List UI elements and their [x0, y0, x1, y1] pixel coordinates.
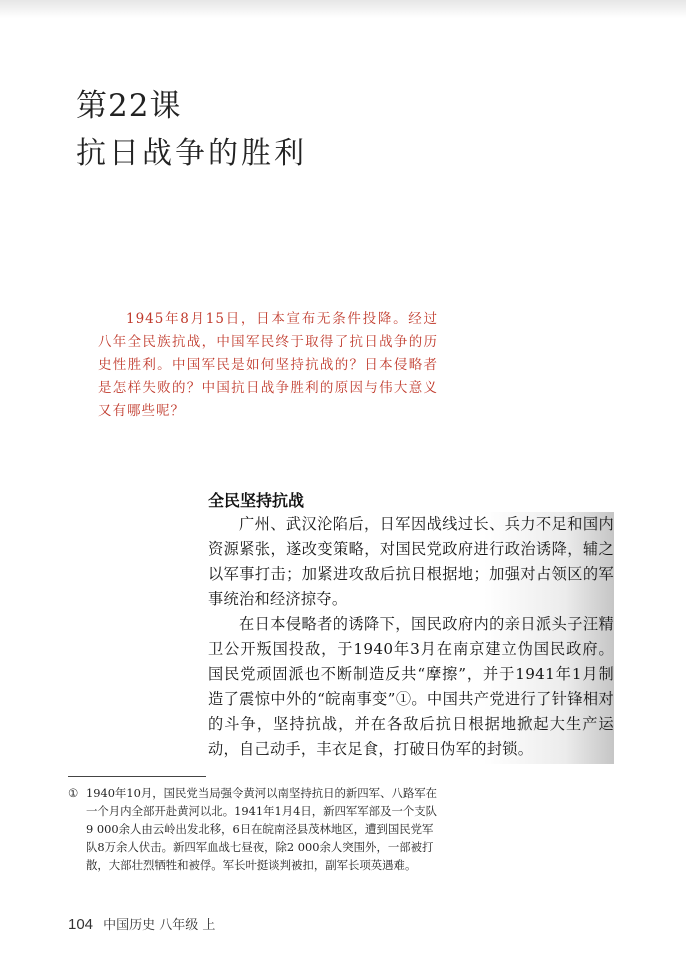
page-top-shadow [0, 0, 686, 18]
page-footer [68, 914, 215, 933]
lesson-title: 抗日战争的胜利 [76, 136, 307, 171]
lesson-number: 第22课 [76, 88, 182, 124]
body-paragraph-2: 在日本侵略者的诱降下，国民政府内的亲日派头子汪精卫公开叛国投敌，于1940年3月在南京建立伪国民政府。国民党顽固派也不断制造反共“摩擦”，并于1941年1月制造了震惊中外的“皖南事变”①。中国共产党进行了针锋相对的斗争，坚持抗战，并在各敌后抗日根据地掀起大生产运动，自己动手，丰衣足食，打破日伪军的封锁。 [208, 615, 614, 758]
book-title: 中国历史 八年级 上 [103, 918, 216, 933]
section-heading: 全民坚持抗战 [208, 491, 305, 510]
body-paragraph-1: 广州、武汉沦陷后，日军因战线过长、兵力不足和国内资源紧张，遂改变策略，对国民党政府进行政治诱降，辅之以军事打击；加紧进攻敌后抗日根据地；加强对占领区的军事统治和经济掠夺。 [208, 515, 614, 608]
intro-paragraph: 1945年8月15日，日本宣布无条件投降。经过八年全民族抗战，中国军民终于取得了抗日战争的历史性胜利。中国军民是如何坚持抗战的？日本侵略者是怎样失败的？中国抗日战争胜利的原因与伟大意义又有哪些呢？ [98, 311, 438, 419]
footnote [68, 784, 440, 874]
page-number: 104 [68, 916, 94, 933]
footnote-divider [68, 776, 206, 777]
footnote-mark: ① [68, 786, 79, 800]
footnote-text: 1940年10月，国民党当局强令黄河以南坚持抗日的新四军、八路军在一个月内全部开赴黄河以北。1941年1月4日，新四军军部及一个支队9 000余人由云岭出发北移，6日在皖南泾县茂林地区，遭到国民党军队8万余人伏击。新四军血战七昼夜，除2 000余人突围外，一部被打散，大部壮烈牺牲和被俘。军长叶挺谈判被扣，副军长项英遇难。 [86, 786, 438, 872]
body-text [208, 512, 614, 764]
